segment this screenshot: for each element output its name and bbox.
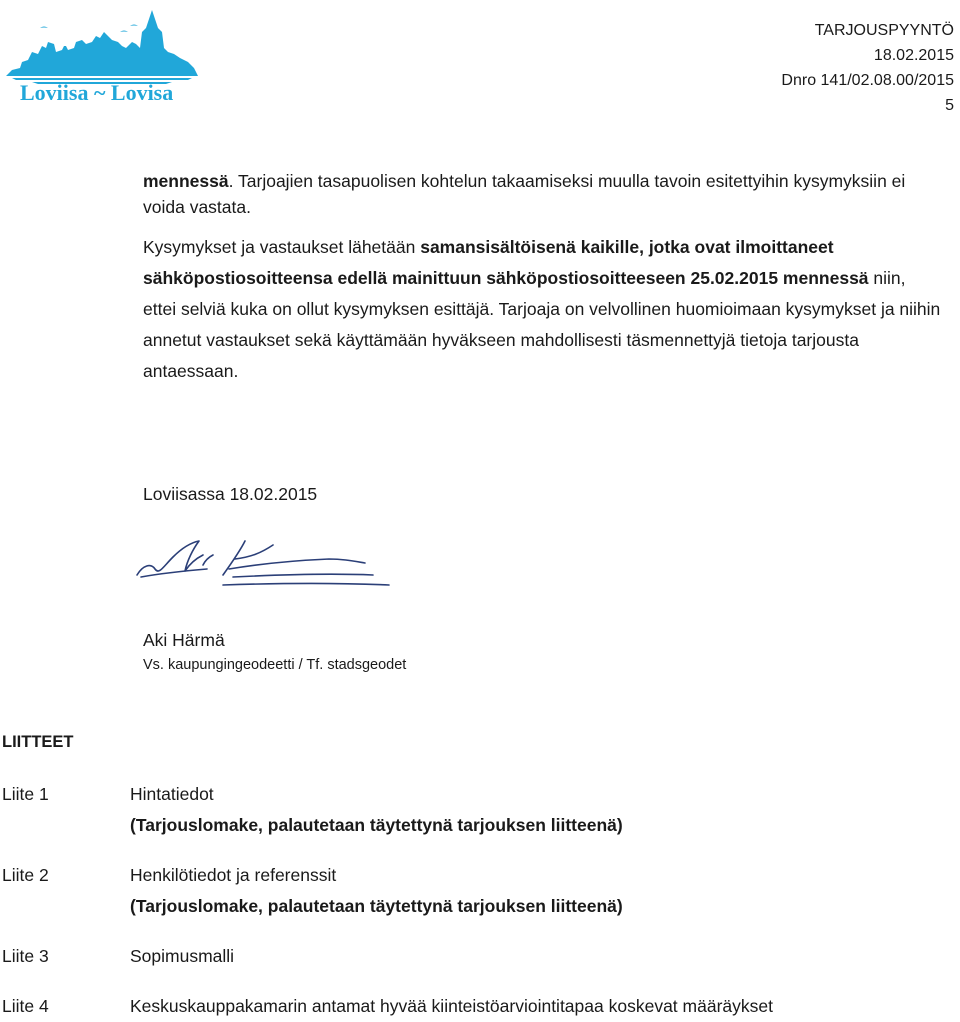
- document-header: [781, 18, 954, 118]
- signer-title: Vs. kaupungingeodeetti / Tf. stadsgeodet: [143, 657, 407, 673]
- p1-bold: mennessä: [143, 171, 229, 191]
- p1-rest: . Tarjoajien tasapuolisen kohtelun takaamiseksi muulla tavoin esitettyihin kysymyksiin ei voida vastata.: [143, 171, 906, 217]
- loviisa-logo: [2, 2, 202, 104]
- paragraph-1: [143, 168, 943, 220]
- logo-wordmark: Loviisa ~ Lovisa: [20, 80, 174, 104]
- header-date: 18.02.2015: [873, 47, 954, 64]
- attachment-note: (Tarjouslomake, palautetaan täytettynä tarjouksen liitteenä): [130, 815, 623, 835]
- attachment-body: [130, 779, 960, 841]
- attachment-title: Hintatiedot: [130, 784, 214, 804]
- attachment-note: (Tarjouslomake, palautetaan täytettynä tarjouksen liitteenä): [130, 896, 623, 916]
- attachment-title: Keskuskauppakamarin antamat hyvää kiinteistöarviointitapaa koskevat määräykset: [130, 996, 773, 1016]
- p2-bold: samansisältöisenä kaikille, jotka ovat ilmoittaneet sähköpostiosoitteensa edellä mainittuun sähköpostiosoitteeseen 25.02.2015 mennessä: [143, 237, 869, 288]
- attachment-title: Sopimusmalli: [130, 946, 235, 966]
- p2-part1: Kysymykset ja vastaukset lähetään: [143, 237, 421, 257]
- paragraph-2: [143, 232, 943, 387]
- attachments-heading: LIITTEET: [2, 733, 74, 751]
- attachment-label: Liite 4: [2, 996, 49, 1016]
- attachment-body: [130, 941, 960, 972]
- attachment-label: Liite 2: [2, 865, 49, 885]
- attachment-body: [130, 991, 960, 1022]
- p2-part3: Tarjoaja on velvollinen huomioimaan kysymykset ja niihin annetut vastaukset sekä käyttämään hyväkseen mahdollisesti täsmennettyjä tietoja tarjousta antaessaan.: [143, 299, 941, 381]
- dnro: Dnro 141/02.08.00/2015: [781, 72, 954, 89]
- page-number: 5: [945, 97, 954, 114]
- attachment-body: [130, 860, 960, 922]
- handwritten-signature: [133, 535, 398, 595]
- doc-type: TARJOUSPYYNTÖ: [814, 22, 954, 39]
- attachment-title: Henkilötiedot ja referenssit: [130, 865, 337, 885]
- attachment-label: Liite 3: [2, 946, 49, 966]
- place-date: Loviisassa 18.02.2015: [143, 484, 318, 504]
- signer-name: Aki Härmä: [143, 630, 225, 650]
- attachment-label: Liite 1: [2, 784, 49, 804]
- p2-part2: niin, ettei selviä kuka on ollut kysymyksen esittäjä.: [143, 268, 906, 319]
